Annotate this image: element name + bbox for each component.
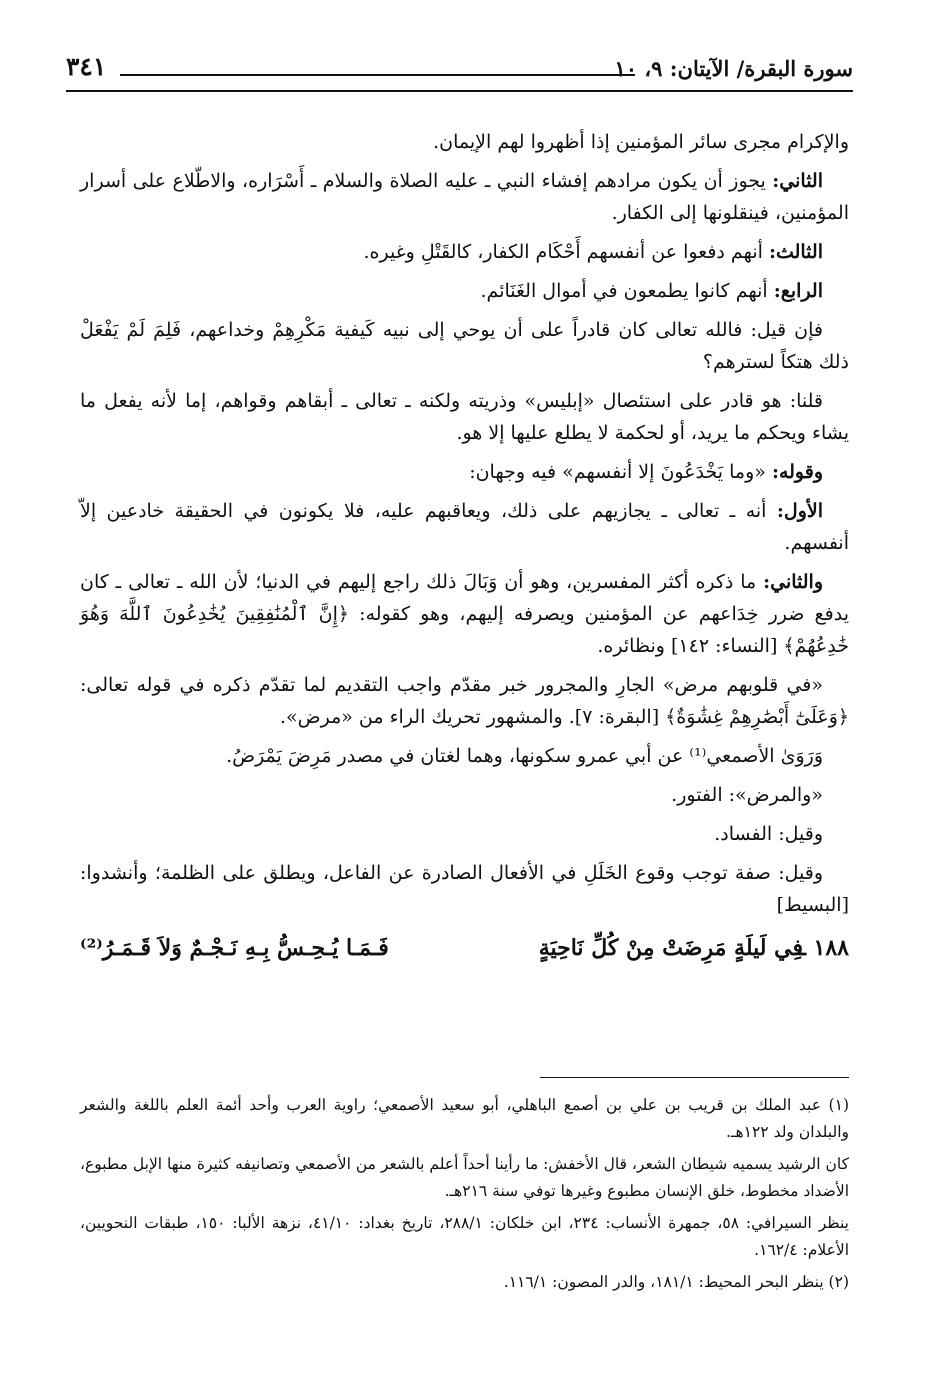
- paragraph-text: أنهم كانوا يطمعون في أموال الغَنَائم.: [480, 280, 774, 302]
- paragraph: [80, 456, 849, 488]
- paragraph-lead: الثاني:: [772, 170, 823, 192]
- paragraph-lead: والثاني:: [763, 571, 823, 593]
- paragraph-text: «في قلوبهم مرض» الجارِ والمجرور خبر مقدّم واجب التقديم لما تقدّم ذكره في قوله تعالى: ﴿وَعَلَىٰٓ أَبْصَٰرِهِمْ غِشَٰوَةٌ﴾ [البقرة: ٧]. والمشهور تحريك الراء من «مرض».: [80, 674, 849, 728]
- paragraph: [80, 126, 849, 158]
- paragraph-text: وَرَوَىٰ الأصمعي⁽¹⁾ عن أبي عمرو سكونها، وهما لغتان في مصدر مَرِضَ يَمْرَضُ.: [226, 745, 823, 767]
- paragraph-text: قلنا: هو قادر على استئصال «إبليس» وذريته ولكنه ـ تعالى ـ أبقاهم وقواهم، إما لأنه يفعل ما يشاء ويحكم ما يريد، أو لحكمة لا يطلع عليها إلا هو.: [80, 390, 849, 444]
- paragraph-lead: الأول:: [776, 500, 823, 522]
- footnote: (١) عبد الملك بن قريب بن علي بن أصمع الباهلي، أبو سعيد الأصمعي؛ راوية العرب وأحد أئمة العلم باللغة والشعر والبلدان ولد ١٢٢هـ.: [80, 1096, 849, 1141]
- paragraph: [80, 495, 849, 559]
- page-number: ٣٤١: [66, 52, 107, 81]
- header-underline: [66, 90, 853, 92]
- paragraph-text: أنهم دفعوا عن أنفسهم أَحْكَام الكفار، كالقَتْلِ وغيره.: [363, 241, 769, 263]
- verse-second-hemistich: فَـمَـا يُـحِـسُّ بِـهِ نَـجْـمٌ وَلاَ قَـمَـرُ⁽²⁾: [80, 935, 389, 961]
- page-header: [66, 50, 853, 92]
- footnote: (٢) ينظر البحر المحيط: ١٨١/١، والدر المصون: ١١٦/١.: [503, 1273, 849, 1291]
- running-title: سورة البقرة/ الآيتان: ٩، ١٠: [614, 56, 853, 81]
- paragraph-text: يجوز أن يكون مرادهم إفشاء النبي ـ عليه الصلاة والسلام ـ أَسْرَاره، والاطّلاع على أسرار المؤمنين، فينقلونها إلى الكفار.: [80, 170, 849, 224]
- paragraph-text: فإن قيل: فالله تعالى كان قادراً على أن يوحي إلى نبيه كَيفية مَكْرِهِمْ وخداعهم، فَلِمَ لَمْ يَفْعَلْ ذلك هتكاً لسترهم؟: [80, 319, 849, 373]
- paragraph: [80, 165, 849, 229]
- paragraph-text: أنه ـ تعالى ـ يجازيهم على ذلك، ويعاقبهم عليه، فلا يكونون في الحقيقة خادعين إلاّ أنفسهم.: [80, 500, 849, 554]
- paragraph-text: ما ذكره أكثر المفسرين، وهو أن وَبَالَ ذلك راجع إليهم في الدنيا؛ لأن الله ـ تعالى ـ كان يدفع ضرر خِدَاعهم عن المؤمنين ويصرفه إليهم، وهو كقوله: ﴿إِنَّ ٱلْمُنَٰفِقِينَ يُخَٰدِعُونَ ٱللَّهَ وَهُوَ خَٰدِعُهُمْ﴾ [النساء: ١٤٢] ونظائره.: [80, 571, 849, 657]
- paragraph-text: «والمرض»: الفتور.: [671, 784, 823, 806]
- paragraph: [80, 818, 849, 850]
- paragraph-text: وقيل: صفة توجب وقوع الخَلَلِ في الأفعال الصادرة عن الفاعل، ويطلق على الظلمة؛ وأنشدوا: [البسيط]: [80, 862, 849, 916]
- paragraph: [80, 314, 849, 378]
- paragraph-lead: وقوله:: [771, 461, 823, 483]
- paragraph: [80, 566, 849, 662]
- paragraph-text: وقيل: الفساد.: [714, 823, 823, 845]
- footnotes: [80, 1092, 849, 1301]
- footnote-separator: [540, 1077, 849, 1078]
- verse-first-hemistich: فِي لَيلَةٍ مَرِضَتْ مِنْ كُلِّ نَاحِيَةٍ: [538, 935, 803, 961]
- verse-number: ١٨٨ ـ: [799, 935, 849, 961]
- main-text: [80, 126, 849, 972]
- paragraph-text: والإكرام مجرى سائر المؤمنين إذا أظهروا لهم الإيمان.: [433, 131, 849, 153]
- paragraph-lead: الثالث:: [768, 241, 823, 263]
- paragraph-text: «وما يَخْدَعُونَ إلا أنفسهم» فيه وجهان:: [469, 461, 772, 483]
- paragraph: [80, 275, 849, 307]
- paragraph: [80, 857, 849, 921]
- paragraph: [80, 740, 849, 772]
- paragraph: [80, 385, 849, 449]
- paragraph: [80, 779, 849, 811]
- paragraph: [80, 236, 849, 268]
- footnote: كان الرشيد يسميه شيطان الشعر، قال الأخفش: ما رأينا أحداً أعلم بالشعر من الأصمعي وتصانيفه كثيرة منها الإبل مطبوع، الأضداد مخطوط، خلق الإنسان مطبوع وغيرها توفي سنة ٢١٦هـ.: [80, 1155, 849, 1200]
- footnote: ينظر السيرافي: ٥٨، جمهرة الأنساب: ٢٣٤، ابن خلكان: ٢٨٨/١، تاريخ بغداد: ٤١/١٠، نزهة الألبا: ١٥٠، طبقات النحويين، الأعلام: ١٦٢/٤.: [80, 1214, 850, 1259]
- paragraph: [80, 669, 849, 733]
- header-rule: [120, 74, 635, 76]
- poetry-verse: [80, 928, 849, 972]
- paragraph-lead: الرابع:: [773, 280, 823, 302]
